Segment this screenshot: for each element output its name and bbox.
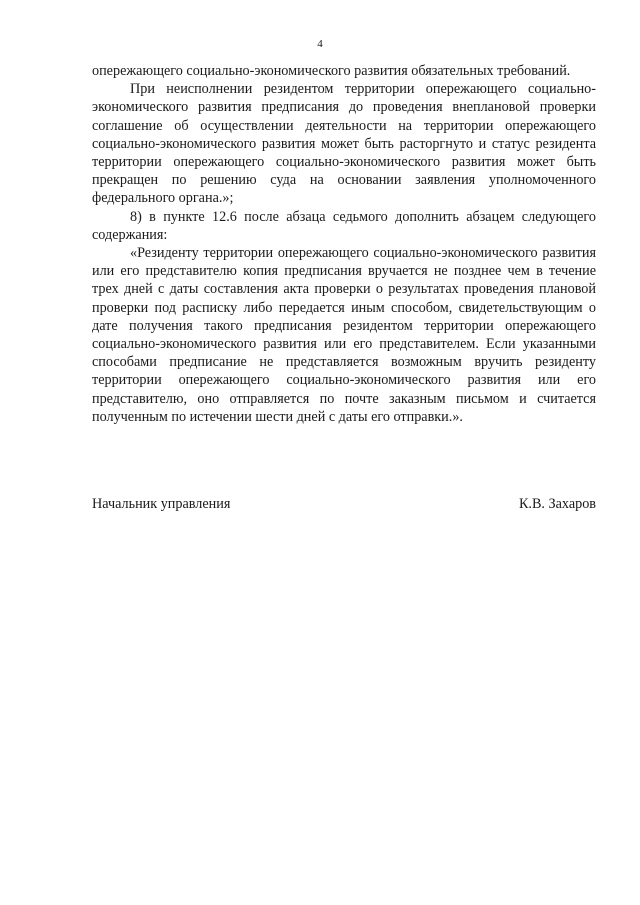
signature-block: [92, 495, 596, 513]
signatory-position: Начальник управления: [92, 496, 231, 512]
paragraph-new-text: «Резиденту территории опережающего социально-экономического развития или его представителю копия предписания вручается не позднее чем в течение трех дней с даты составления акта проверки о результатах проведения плановой проверки под расписку либо передается иным способом, свидетельствующим о дате получения такого предписания резидентом территории опережающего социально-экономического развития или его представителем. Если указанными способами предписание не представляется возможным вручить резиденту территории опережающего социально-экономического развития или его представителю, оно отправляется по почте заказным письмом и считается полученным по истечении шести дней с даты его отправки.».: [92, 245, 596, 425]
signatory-name: К.В. Захаров: [518, 496, 596, 512]
document-body: [92, 62, 596, 426]
paragraph-continuation: опережающего социально-экономического развития обязательных требований.: [92, 63, 571, 79]
page-number: 4: [317, 38, 323, 50]
paragraph-termination: При неисполнении резидентом территории опережающего социально-экономического развития предписания до проведения внеплановой проверки соглашение об осуществлении деятельности на территории опережающего социально-экономического развития может быть расторгнуто и статус резидента территории опережающего социально-экономического развития может быть прекращен по решению суда на основании заявления уполномоченного федерального органа.»;: [92, 81, 596, 207]
paragraph-amendment-item-8: 8) в пункте 12.6 после абзаца седьмого дополнить абзацем следующего содержания:: [92, 208, 596, 243]
